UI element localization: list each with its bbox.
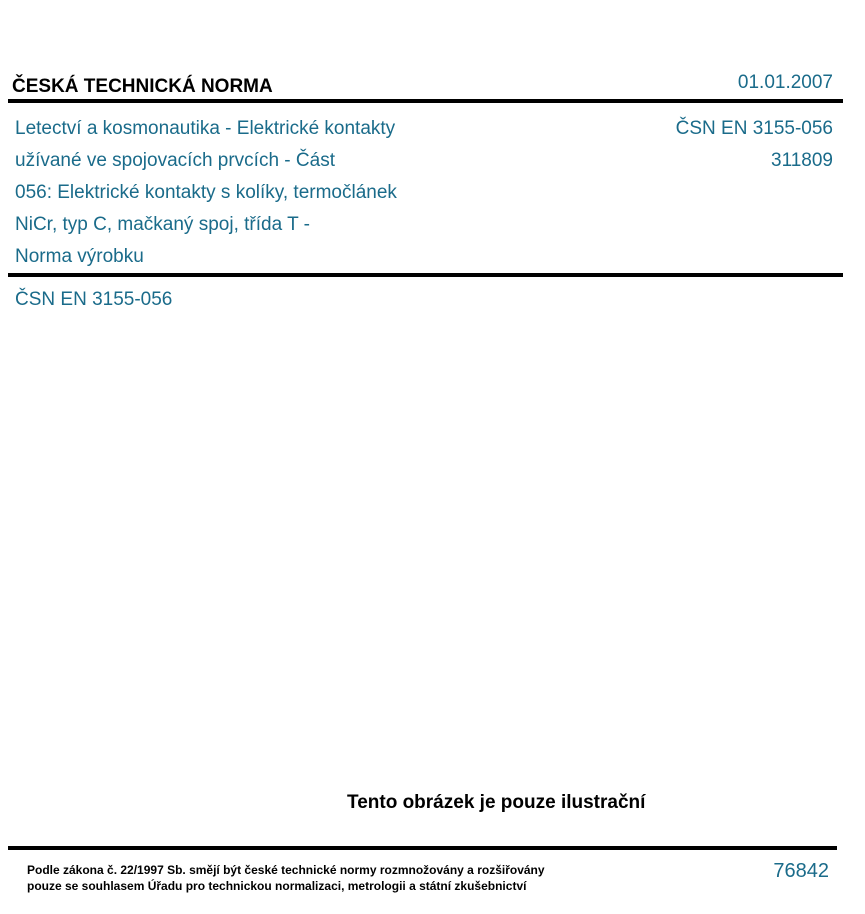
document-code: ČSN EN 3155-056 — [15, 289, 173, 310]
legal-notice — [27, 862, 545, 894]
legal-line: Podle zákona č. 22/1997 Sb. smějí být české technické normy rozmnožovány a rozšiřovány — [27, 863, 545, 877]
legal-line: pouze se souhlasem Úřadu pro technickou normalizaci, metrologii a státní zkušebnictví — [27, 879, 527, 893]
illustration-notice: Tento obrázek je pouze ilustrační — [347, 792, 646, 813]
catalog-number: 76842 — [773, 860, 829, 882]
footer-divider — [8, 846, 837, 850]
title-line: Norma výrobku — [15, 246, 144, 267]
title-line: užívané ve spojovacích prvcích - Část — [15, 150, 335, 171]
standard-code: ČSN EN 3155-056 — [675, 118, 833, 139]
norm-label: ČESKÁ TECHNICKÁ NORMA — [12, 76, 273, 97]
standard-title — [15, 113, 485, 273]
class-number: 311809 — [771, 150, 833, 171]
title-divider — [8, 273, 843, 277]
title-line: 056: Elektrické kontakty s kolíky, termočlánek — [15, 182, 397, 203]
standard-codes — [676, 113, 833, 177]
effective-date: 01.01.2007 — [737, 72, 833, 93]
header-divider — [8, 99, 843, 103]
title-line: NiCr, typ C, mačkaný spoj, třída T - — [15, 214, 310, 235]
title-line: Letectví a kosmonautika - Elektrické kontakty — [15, 118, 396, 139]
